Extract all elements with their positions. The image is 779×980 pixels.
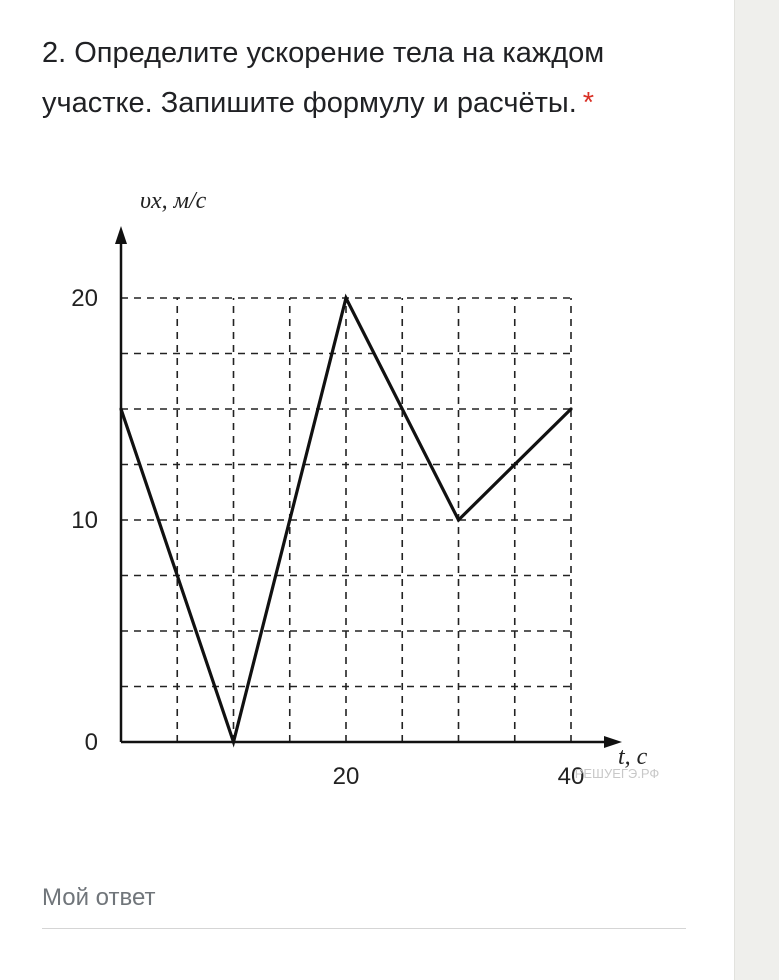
y-axis-label: υx, м/с bbox=[140, 188, 207, 214]
question-text bbox=[42, 28, 702, 128]
y-tick-label: 20 bbox=[71, 285, 98, 312]
x-axis-label: t, c bbox=[618, 744, 648, 770]
chart-grid bbox=[121, 298, 571, 742]
series-point bbox=[344, 296, 347, 299]
watermark: РЕШУЕГЭ.РФ bbox=[574, 766, 660, 781]
question-title: 2. Определите ускорение тела на каждом участке. Запишите формулу и расчёты. bbox=[42, 37, 605, 119]
required-asterisk: * bbox=[582, 87, 595, 119]
y-tick-label: 0 bbox=[84, 729, 98, 756]
x-tick-label: 20 bbox=[332, 763, 360, 790]
y-axis-arrow bbox=[115, 226, 127, 244]
series-point bbox=[457, 518, 460, 521]
velocity-time-chart bbox=[0, 170, 700, 820]
x-tick-label: 40 bbox=[557, 763, 585, 790]
series-point bbox=[569, 407, 572, 410]
series-point bbox=[119, 407, 122, 410]
series-point bbox=[232, 740, 235, 743]
answer-underline[interactable] bbox=[42, 928, 686, 929]
chart-axes bbox=[115, 226, 622, 748]
y-tick-label: 10 bbox=[71, 507, 98, 534]
answer-placeholder[interactable]: Мой ответ bbox=[42, 884, 156, 911]
chart-tick-labels bbox=[71, 285, 584, 790]
right-side-panel bbox=[734, 0, 779, 980]
